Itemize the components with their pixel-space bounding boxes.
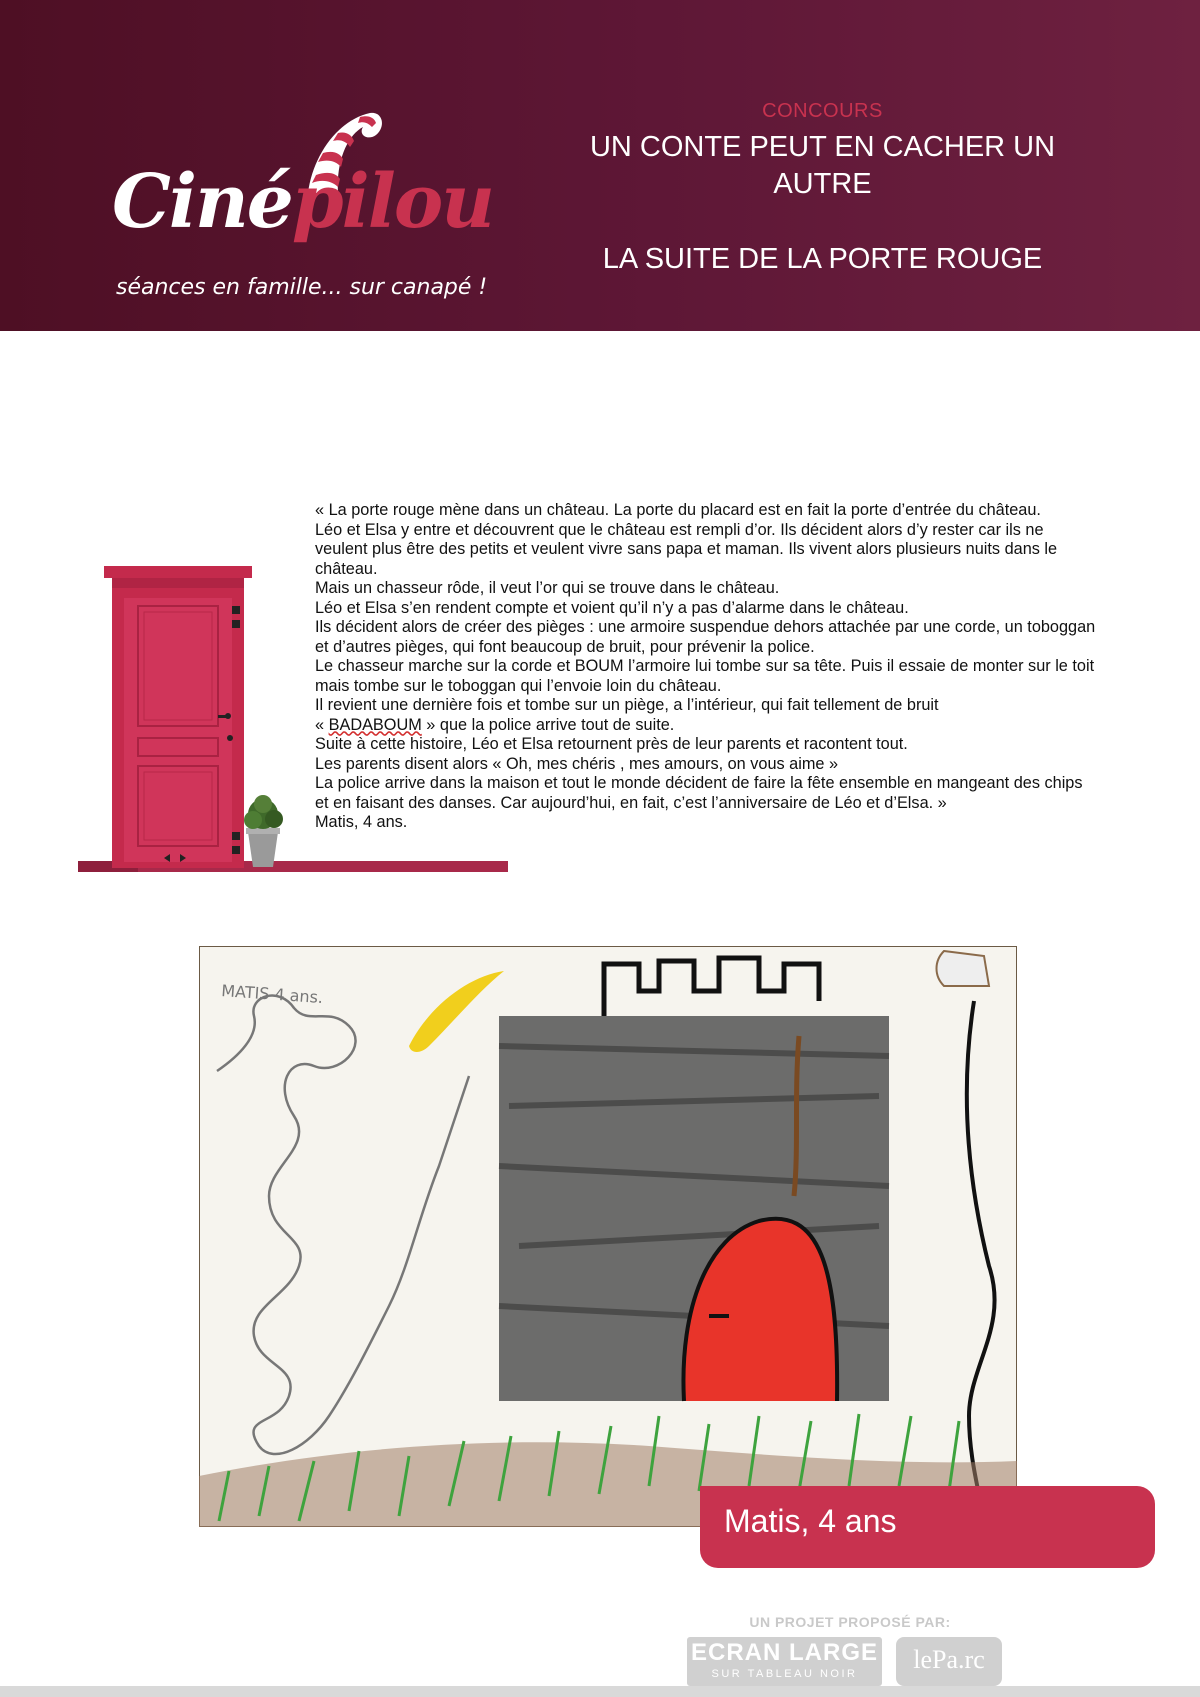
contest-title-block — [560, 100, 1085, 278]
logo-wordmark: Cinépilou — [112, 159, 494, 245]
ecran-large-logo: ECRAN LARGE SUR TABLEAU NOIR — [687, 1637, 882, 1686]
story-badaboum-line: « BADABOUM » que la police arrive tout de suite. — [315, 715, 675, 734]
drawing-caption: Matis, 4 ans — [700, 1486, 1155, 1568]
le-parc-logo: lePa.rc — [896, 1637, 1002, 1686]
contest-title: UN CONTE PEUT EN CACHER UN AUTRE — [589, 131, 1056, 200]
contest-subtitle: LA SUITE DE LA PORTE ROUGE — [602, 243, 1043, 275]
partners-label: UN PROJET PROPOSÉ PAR: — [749, 1614, 951, 1630]
child-drawing — [199, 946, 1017, 1527]
potted-plant-icon — [244, 795, 283, 867]
logo-tagline: séances en famille... sur canapé ! — [116, 275, 488, 300]
header-banner — [0, 0, 1200, 331]
cinepilou-logo — [108, 105, 508, 305]
story-text: « La porte rouge mène dans un château. La porte du placard est en fait la porte d’entrée du château. Léo et Elsa y entre et découvrent que le château est rempli d’or. Ils décident alors d’y rester car ils ne veulent plus être des petits et veulent vivre sans papa et maman. Ils vivent alors plusieurs nuits dans le château. Mais un chasseur rôde, il veut l’or qui se trouve dans le château. Léo et Elsa s’en rendent compte et voient qu’il n’y a pas d’alarme dans le château. Ils décident alors de créer des pièges : une armoire suspendue dehors attachée par une corde, un toboggan et d’autres pièges, qui font beaucoup de bruit, pour prévenir la police. Le chasseur marche sur la corde et BOUM l’armoire lui tombe sur sa tête. Puis il essaie de monter sur le toit mais tombe sur le toboggan qui l’envoie loin du château. Il revient une dernière fois et tombe sur un piège, a l’intérieur, qui fait tellement de bruit « BADABOUM » que la police arrive tout de suite. Suite à cette histoire, Léo et Elsa retournent près de leur parents et racontent tout. Les parents disent alors « Oh, mes chéris , mes amours, on vous aime » La police arrive dans la maison et tout le monde décident de faire la fête ensemble en mangeant des chips et en faisant des danses. Car aujourd’hui, en fait, c’est l’anniversaire de Léo et d’Elsa. » Matis, 4 ans. — [315, 501, 1100, 833]
contest-label: CONCOURS — [762, 100, 883, 122]
drawing-signature: MATIS 4 ans. — [220, 981, 324, 1008]
footer-bar — [0, 1686, 1200, 1697]
spellcheck-word: BADABOUM — [328, 715, 422, 734]
